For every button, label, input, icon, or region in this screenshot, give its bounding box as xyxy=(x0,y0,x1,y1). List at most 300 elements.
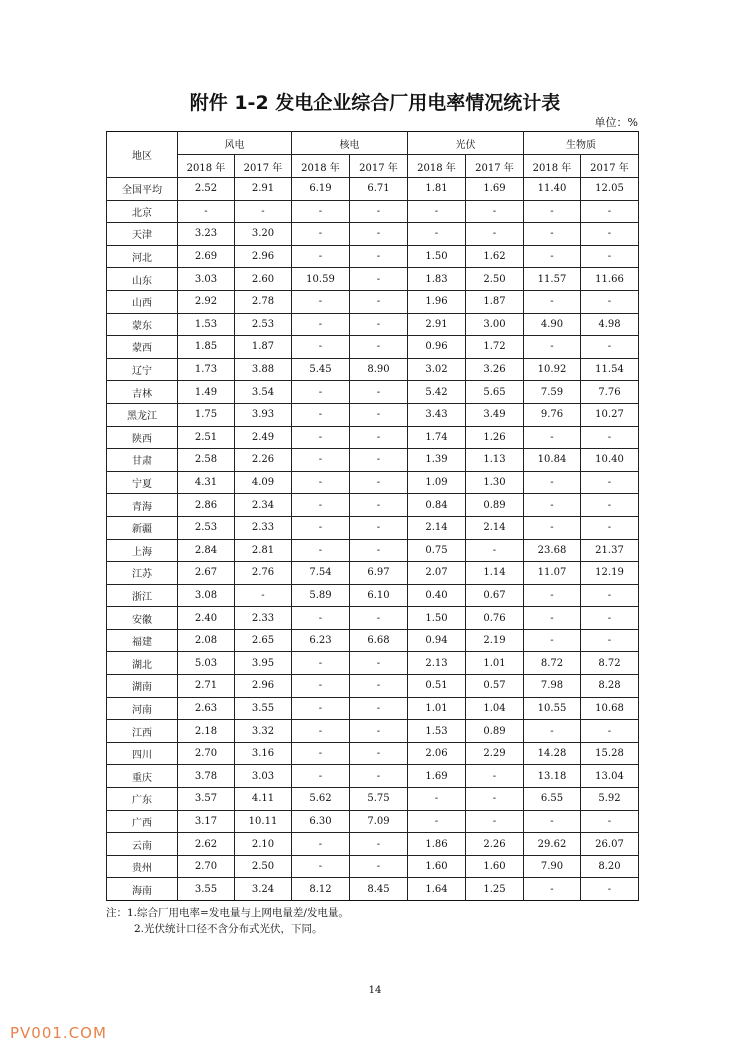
value-cell: 3.95 xyxy=(235,652,292,675)
year-header: 2018 年 xyxy=(178,155,235,178)
region-cell: 湖南 xyxy=(107,675,178,698)
value-cell: - xyxy=(350,268,408,291)
value-cell: 6.55 xyxy=(524,788,581,811)
value-cell: 4.11 xyxy=(235,788,292,811)
value-cell: 2.13 xyxy=(408,652,466,675)
table-row xyxy=(107,833,639,856)
table-row xyxy=(107,358,639,381)
value-cell: 8.72 xyxy=(581,652,639,675)
region-cell: 北京 xyxy=(107,200,178,223)
value-cell: 1.69 xyxy=(408,765,466,788)
table-row xyxy=(107,584,639,607)
value-cell: 2.29 xyxy=(466,742,524,765)
value-cell: 10.92 xyxy=(524,358,581,381)
value-cell: - xyxy=(292,381,350,404)
value-cell: 3.24 xyxy=(235,878,292,901)
value-cell: 2.81 xyxy=(235,539,292,562)
value-cell: - xyxy=(292,426,350,449)
value-cell: 13.18 xyxy=(524,765,581,788)
region-cell: 天津 xyxy=(107,223,178,246)
value-cell: 1.86 xyxy=(408,833,466,856)
value-cell: - xyxy=(581,516,639,539)
value-cell: - xyxy=(350,245,408,268)
value-cell: 13.04 xyxy=(581,765,639,788)
site-watermark: PV001.COM xyxy=(10,1024,107,1042)
value-cell: - xyxy=(524,223,581,246)
value-cell: 2.71 xyxy=(178,675,235,698)
value-cell: - xyxy=(292,494,350,517)
value-cell: 2.96 xyxy=(235,675,292,698)
value-cell: 8.72 xyxy=(524,652,581,675)
value-cell: 2.19 xyxy=(466,629,524,652)
value-cell: 3.20 xyxy=(235,223,292,246)
value-cell: - xyxy=(350,697,408,720)
value-cell: 2.07 xyxy=(408,562,466,585)
value-cell: 1.72 xyxy=(466,336,524,359)
value-cell: 1.75 xyxy=(178,403,235,426)
table-row xyxy=(107,449,639,472)
value-cell: - xyxy=(466,788,524,811)
region-cell: 宁夏 xyxy=(107,471,178,494)
value-cell: 1.73 xyxy=(178,358,235,381)
value-cell: 1.49 xyxy=(178,381,235,404)
value-cell: 2.84 xyxy=(178,539,235,562)
value-cell: - xyxy=(581,336,639,359)
value-cell: 3.55 xyxy=(235,697,292,720)
table-row xyxy=(107,223,639,246)
value-cell: 3.57 xyxy=(178,788,235,811)
year-header: 2017 年 xyxy=(466,155,524,178)
table-body xyxy=(107,178,639,901)
value-cell: 1.81 xyxy=(408,178,466,201)
value-cell: 2.67 xyxy=(178,562,235,585)
value-cell: 29.62 xyxy=(524,833,581,856)
value-cell: 1.13 xyxy=(466,449,524,472)
value-cell: 6.68 xyxy=(350,629,408,652)
value-cell: 2.51 xyxy=(178,426,235,449)
value-cell: 5.89 xyxy=(292,584,350,607)
region-header: 地区 xyxy=(107,132,178,178)
table-row xyxy=(107,403,639,426)
value-cell: - xyxy=(408,223,466,246)
value-cell: - xyxy=(350,449,408,472)
value-cell: 1.25 xyxy=(466,878,524,901)
region-cell: 新疆 xyxy=(107,516,178,539)
value-cell: - xyxy=(581,290,639,313)
value-cell: 3.32 xyxy=(235,720,292,743)
value-cell: 2.26 xyxy=(466,833,524,856)
value-cell: - xyxy=(292,403,350,426)
table-row xyxy=(107,855,639,878)
value-cell: 12.05 xyxy=(581,178,639,201)
group-header-solar: 光伏 xyxy=(408,132,524,155)
table-row xyxy=(107,562,639,585)
value-cell: - xyxy=(350,607,408,630)
value-cell: 8.28 xyxy=(581,675,639,698)
region-cell: 吉林 xyxy=(107,381,178,404)
value-cell: 0.89 xyxy=(466,720,524,743)
region-cell: 蒙西 xyxy=(107,336,178,359)
value-cell: 2.33 xyxy=(235,607,292,630)
value-cell: 2.63 xyxy=(178,697,235,720)
value-cell: 7.59 xyxy=(524,381,581,404)
year-header: 2018 年 xyxy=(408,155,466,178)
value-cell: 1.85 xyxy=(178,336,235,359)
region-cell: 青海 xyxy=(107,494,178,517)
year-header: 2018 年 xyxy=(524,155,581,178)
value-cell: 3.03 xyxy=(235,765,292,788)
value-cell: 0.96 xyxy=(408,336,466,359)
value-cell: 1.50 xyxy=(408,245,466,268)
value-cell: 0.57 xyxy=(466,675,524,698)
region-cell: 云南 xyxy=(107,833,178,856)
value-cell: - xyxy=(524,516,581,539)
value-cell: 11.57 xyxy=(524,268,581,291)
value-cell: 2.91 xyxy=(235,178,292,201)
value-cell: 21.37 xyxy=(581,539,639,562)
value-cell: - xyxy=(581,878,639,901)
value-cell: - xyxy=(292,607,350,630)
table-row xyxy=(107,697,639,720)
region-cell: 甘肃 xyxy=(107,449,178,472)
value-cell: 3.93 xyxy=(235,403,292,426)
value-cell: 10.27 xyxy=(581,403,639,426)
value-cell: 1.30 xyxy=(466,471,524,494)
value-cell: - xyxy=(350,539,408,562)
value-cell: 1.96 xyxy=(408,290,466,313)
value-cell: - xyxy=(466,539,524,562)
value-cell: - xyxy=(581,200,639,223)
value-cell: - xyxy=(524,426,581,449)
value-cell: - xyxy=(524,878,581,901)
value-cell: - xyxy=(581,426,639,449)
value-cell: 2.76 xyxy=(235,562,292,585)
value-cell: - xyxy=(581,471,639,494)
value-cell: 1.62 xyxy=(466,245,524,268)
value-cell: - xyxy=(466,223,524,246)
value-cell: 10.84 xyxy=(524,449,581,472)
value-cell: - xyxy=(292,336,350,359)
table-row xyxy=(107,539,639,562)
value-cell: 3.03 xyxy=(178,268,235,291)
group-header-nuclear: 核电 xyxy=(292,132,408,155)
value-cell: - xyxy=(292,833,350,856)
region-cell: 山西 xyxy=(107,290,178,313)
value-cell: - xyxy=(235,200,292,223)
value-cell: 6.71 xyxy=(350,178,408,201)
region-cell: 广东 xyxy=(107,788,178,811)
value-cell: - xyxy=(350,516,408,539)
value-cell: - xyxy=(350,742,408,765)
value-cell: 10.11 xyxy=(235,810,292,833)
table-row xyxy=(107,313,639,336)
value-cell: - xyxy=(292,449,350,472)
value-cell: 2.53 xyxy=(235,313,292,336)
region-cell: 重庆 xyxy=(107,765,178,788)
value-cell: - xyxy=(292,675,350,698)
value-cell: 1.14 xyxy=(466,562,524,585)
value-cell: - xyxy=(408,200,466,223)
value-cell: 3.00 xyxy=(466,313,524,336)
value-cell: - xyxy=(178,200,235,223)
region-cell: 湖北 xyxy=(107,652,178,675)
value-cell: - xyxy=(292,742,350,765)
group-header-biomass: 生物质 xyxy=(524,132,639,155)
value-cell: 3.16 xyxy=(235,742,292,765)
value-cell: - xyxy=(350,313,408,336)
value-cell: 2.34 xyxy=(235,494,292,517)
table-row xyxy=(107,516,639,539)
value-cell: - xyxy=(350,403,408,426)
table-row xyxy=(107,629,639,652)
value-cell: 4.09 xyxy=(235,471,292,494)
value-cell: 2.60 xyxy=(235,268,292,291)
value-cell: 2.40 xyxy=(178,607,235,630)
value-cell: 3.49 xyxy=(466,403,524,426)
table-row xyxy=(107,607,639,630)
region-cell: 四川 xyxy=(107,742,178,765)
value-cell: - xyxy=(524,720,581,743)
table-row xyxy=(107,675,639,698)
region-cell: 山东 xyxy=(107,268,178,291)
table-row xyxy=(107,471,639,494)
value-cell: - xyxy=(350,200,408,223)
region-cell: 安徽 xyxy=(107,607,178,630)
table-row xyxy=(107,742,639,765)
value-cell: 8.45 xyxy=(350,878,408,901)
value-cell: - xyxy=(524,629,581,652)
value-cell: - xyxy=(292,697,350,720)
value-cell: 2.58 xyxy=(178,449,235,472)
value-cell: 2.49 xyxy=(235,426,292,449)
value-cell: 6.10 xyxy=(350,584,408,607)
value-cell: - xyxy=(292,313,350,336)
value-cell: - xyxy=(350,290,408,313)
year-header: 2017 年 xyxy=(350,155,408,178)
value-cell: 1.60 xyxy=(466,855,524,878)
value-cell: 5.65 xyxy=(466,381,524,404)
value-cell: 7.09 xyxy=(350,810,408,833)
value-cell: 3.08 xyxy=(178,584,235,607)
value-cell: - xyxy=(581,810,639,833)
value-cell: - xyxy=(524,494,581,517)
value-cell: 2.08 xyxy=(178,629,235,652)
value-cell: - xyxy=(292,765,350,788)
value-cell: - xyxy=(235,584,292,607)
value-cell: 2.50 xyxy=(466,268,524,291)
value-cell: 2.14 xyxy=(466,516,524,539)
region-cell: 浙江 xyxy=(107,584,178,607)
value-cell: 7.98 xyxy=(524,675,581,698)
value-cell: 1.09 xyxy=(408,471,466,494)
value-cell: - xyxy=(350,720,408,743)
value-cell: 1.26 xyxy=(466,426,524,449)
value-cell: - xyxy=(292,223,350,246)
value-cell: - xyxy=(292,290,350,313)
value-cell: 11.40 xyxy=(524,178,581,201)
value-cell: - xyxy=(581,245,639,268)
value-cell: 5.03 xyxy=(178,652,235,675)
value-cell: - xyxy=(350,833,408,856)
value-cell: - xyxy=(466,765,524,788)
region-cell: 河南 xyxy=(107,697,178,720)
value-cell: 2.86 xyxy=(178,494,235,517)
value-cell: 2.26 xyxy=(235,449,292,472)
value-cell: - xyxy=(292,652,350,675)
value-cell: 0.76 xyxy=(466,607,524,630)
value-cell: 10.40 xyxy=(581,449,639,472)
value-cell: - xyxy=(350,381,408,404)
table-row xyxy=(107,336,639,359)
value-cell: 2.92 xyxy=(178,290,235,313)
region-cell: 全国平均 xyxy=(107,178,178,201)
value-cell: 5.62 xyxy=(292,788,350,811)
table-row xyxy=(107,245,639,268)
value-cell: 2.14 xyxy=(408,516,466,539)
value-cell: 12.19 xyxy=(581,562,639,585)
value-cell: - xyxy=(581,584,639,607)
value-cell: 7.76 xyxy=(581,381,639,404)
value-cell: 0.67 xyxy=(466,584,524,607)
region-cell: 上海 xyxy=(107,539,178,562)
value-cell: 0.94 xyxy=(408,629,466,652)
value-cell: 7.90 xyxy=(524,855,581,878)
value-cell: 5.92 xyxy=(581,788,639,811)
value-cell: 2.69 xyxy=(178,245,235,268)
value-cell: - xyxy=(350,855,408,878)
value-cell: - xyxy=(350,471,408,494)
value-cell: 1.74 xyxy=(408,426,466,449)
value-cell: 2.70 xyxy=(178,855,235,878)
region-cell: 陕西 xyxy=(107,426,178,449)
year-header: 2017 年 xyxy=(235,155,292,178)
year-header: 2018 年 xyxy=(292,155,350,178)
value-cell: - xyxy=(350,765,408,788)
value-cell: 4.31 xyxy=(178,471,235,494)
region-cell: 江苏 xyxy=(107,562,178,585)
table-row xyxy=(107,178,639,201)
value-cell: 1.39 xyxy=(408,449,466,472)
footnotes xyxy=(106,905,349,937)
value-cell: 1.53 xyxy=(408,720,466,743)
value-cell: - xyxy=(524,471,581,494)
value-cell: 0.40 xyxy=(408,584,466,607)
value-cell: 3.55 xyxy=(178,878,235,901)
value-cell: 1.53 xyxy=(178,313,235,336)
value-cell: 2.53 xyxy=(178,516,235,539)
value-cell: 5.42 xyxy=(408,381,466,404)
value-cell: - xyxy=(350,652,408,675)
value-cell: - xyxy=(581,223,639,246)
value-cell: 1.69 xyxy=(466,178,524,201)
value-cell: 2.06 xyxy=(408,742,466,765)
value-cell: 3.54 xyxy=(235,381,292,404)
value-cell: - xyxy=(466,810,524,833)
value-cell: 0.51 xyxy=(408,675,466,698)
value-cell: 8.20 xyxy=(581,855,639,878)
value-cell: - xyxy=(524,336,581,359)
value-cell: 6.30 xyxy=(292,810,350,833)
value-cell: 2.62 xyxy=(178,833,235,856)
value-cell: - xyxy=(350,675,408,698)
value-cell: 3.78 xyxy=(178,765,235,788)
table-row xyxy=(107,494,639,517)
region-cell: 贵州 xyxy=(107,855,178,878)
value-cell: - xyxy=(350,336,408,359)
value-cell: - xyxy=(581,720,639,743)
page-number: 14 xyxy=(368,985,382,996)
group-header-wind: 风电 xyxy=(178,132,292,155)
value-cell: 11.07 xyxy=(524,562,581,585)
value-cell: 2.33 xyxy=(235,516,292,539)
value-cell: 1.64 xyxy=(408,878,466,901)
value-cell: 2.10 xyxy=(235,833,292,856)
table-row xyxy=(107,878,639,901)
value-cell: - xyxy=(350,223,408,246)
footnote-2: 2.光伏统计口径不含分布式光伏，下同。 xyxy=(134,923,323,935)
region-cell: 黑龙江 xyxy=(107,403,178,426)
value-cell: - xyxy=(292,471,350,494)
value-cell: 23.68 xyxy=(524,539,581,562)
table-row xyxy=(107,652,639,675)
value-cell: - xyxy=(524,245,581,268)
value-cell: 10.59 xyxy=(292,268,350,291)
value-cell: - xyxy=(350,426,408,449)
value-cell: 0.84 xyxy=(408,494,466,517)
value-cell: 2.52 xyxy=(178,178,235,201)
table-row xyxy=(107,426,639,449)
table-row xyxy=(107,381,639,404)
region-cell: 福建 xyxy=(107,629,178,652)
value-cell: 1.01 xyxy=(466,652,524,675)
value-cell: 10.68 xyxy=(581,697,639,720)
value-cell: 2.50 xyxy=(235,855,292,878)
page-title: 附件 1-2 发电企业综合厂用电率情况统计表 xyxy=(189,92,561,114)
table-row xyxy=(107,765,639,788)
value-cell: 2.91 xyxy=(408,313,466,336)
value-cell: 1.04 xyxy=(466,697,524,720)
value-cell: 3.17 xyxy=(178,810,235,833)
region-cell: 江西 xyxy=(107,720,178,743)
value-cell: 3.23 xyxy=(178,223,235,246)
value-cell: 2.78 xyxy=(235,290,292,313)
value-cell: - xyxy=(581,629,639,652)
region-cell: 蒙东 xyxy=(107,313,178,336)
value-cell: 5.75 xyxy=(350,788,408,811)
value-cell: 6.23 xyxy=(292,629,350,652)
value-cell: - xyxy=(292,539,350,562)
region-cell: 河北 xyxy=(107,245,178,268)
value-cell: 3.26 xyxy=(466,358,524,381)
value-cell: - xyxy=(292,855,350,878)
value-cell: 1.01 xyxy=(408,697,466,720)
value-cell: 2.96 xyxy=(235,245,292,268)
value-cell: 3.43 xyxy=(408,403,466,426)
value-cell: 26.07 xyxy=(581,833,639,856)
value-cell: 6.19 xyxy=(292,178,350,201)
value-cell: 1.87 xyxy=(466,290,524,313)
value-cell: 3.88 xyxy=(235,358,292,381)
value-cell: - xyxy=(408,810,466,833)
value-cell: 15.28 xyxy=(581,742,639,765)
region-cell: 广西 xyxy=(107,810,178,833)
value-cell: - xyxy=(524,200,581,223)
value-cell: 4.90 xyxy=(524,313,581,336)
value-cell: 1.50 xyxy=(408,607,466,630)
value-cell: - xyxy=(581,607,639,630)
value-cell: - xyxy=(292,200,350,223)
value-cell: - xyxy=(292,516,350,539)
